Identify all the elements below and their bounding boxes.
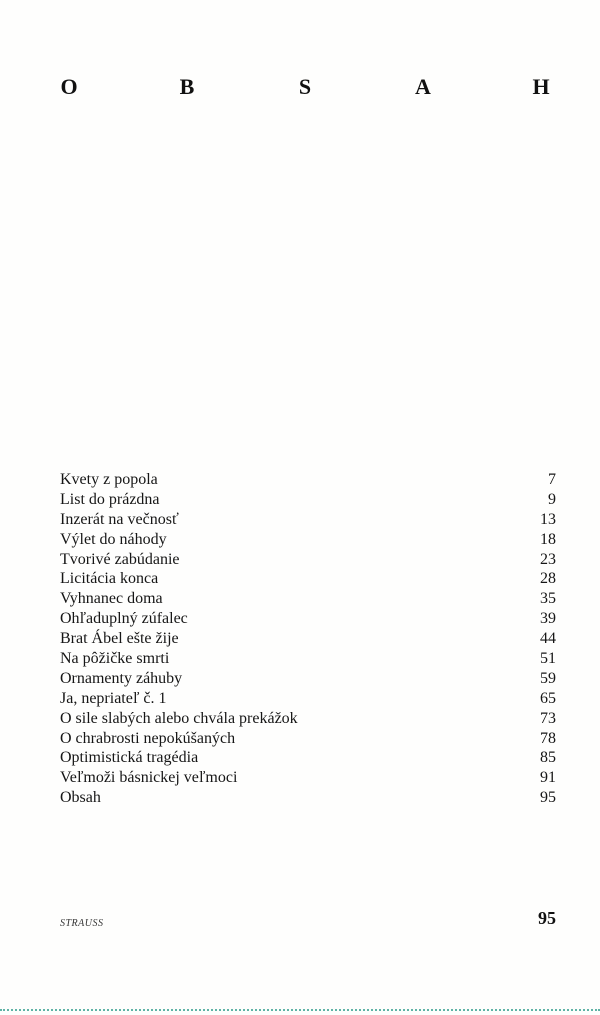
toc-entry-title: Obsah (60, 789, 101, 807)
toc-entry-page: 85 (540, 749, 556, 767)
toc-entry (60, 669, 556, 689)
toc-entry-page: 73 (540, 709, 556, 727)
toc-entry-title: Výlet do náhody (60, 530, 167, 548)
toc-entry-page: 44 (540, 630, 556, 648)
heading-letter: S (298, 74, 312, 99)
toc-entry (60, 589, 556, 609)
toc-entry-title: Optimistická tragédia (60, 749, 199, 767)
toc-entry-title: List do prázdna (60, 490, 160, 508)
heading-letter: B (179, 74, 195, 99)
toc-entry (60, 609, 556, 629)
toc-entry-title: Veľmoži básnickej veľmoci (60, 769, 238, 787)
footer-author: STRAUSS (60, 918, 104, 929)
toc-entry-title: Kvety z popola (60, 471, 158, 488)
toc-entry (60, 768, 556, 788)
toc-entry-page: 39 (540, 610, 556, 628)
toc-entry-page: 7 (548, 471, 556, 488)
toc-entry-page: 78 (540, 729, 556, 747)
heading-letter: O (60, 74, 78, 99)
toc-entry (60, 729, 556, 749)
toc-entry-page: 18 (540, 530, 556, 548)
toc-entry-title: Licitácia konca (60, 570, 159, 588)
toc-entry (60, 788, 556, 808)
toc-entry-title: Ja, nepriateľ č. 1 (60, 689, 167, 707)
toc-entry (60, 689, 556, 709)
toc-entry-page: 51 (540, 650, 556, 668)
toc-entry-page: 65 (540, 689, 556, 707)
toc-entry-title: Vyhnanec doma (60, 590, 163, 608)
toc-entry (60, 490, 556, 510)
toc-entry (60, 530, 556, 550)
toc-entry-title: Ornamenty záhuby (60, 669, 183, 687)
toc-entry-page: 9 (548, 490, 556, 508)
contents-heading (58, 72, 552, 102)
table-of-contents (60, 470, 556, 808)
toc-entry-page: 23 (540, 550, 556, 568)
toc-entry (60, 629, 556, 649)
toc-entry (60, 709, 556, 729)
toc-entry (60, 510, 556, 530)
heading-letter: H (532, 74, 550, 99)
toc-entry-title: O chrabrosti nepokúšaných (60, 729, 236, 747)
toc-entry (60, 550, 556, 570)
toc-entry-title: Inzerát na večnosť (60, 510, 179, 528)
heading-letter: A (415, 74, 431, 99)
toc-entry-page: 95 (540, 789, 556, 807)
toc-entry-title: Ohľaduplný zúfalec (60, 610, 188, 628)
footer-page-number: 95 (538, 908, 556, 928)
toc-entry-title: Na pôžičke smrti (60, 650, 170, 668)
toc-entry-page: 35 (540, 590, 556, 608)
toc-entry (60, 748, 556, 768)
toc-entry-page: 28 (540, 570, 556, 588)
toc-entry-page: 59 (540, 669, 556, 687)
toc-entry (60, 470, 556, 490)
toc-entry (60, 569, 556, 589)
toc-entry-title: O sile slabých alebo chvála prekážok (60, 709, 298, 727)
toc-entry-page: 91 (540, 769, 556, 787)
toc-entry-page: 13 (540, 510, 556, 528)
toc-entry-title: Tvorivé zabúdanie (60, 550, 180, 568)
page-edge-border (0, 1009, 600, 1011)
toc-entry-title: Brat Ábel ešte žije (60, 630, 179, 648)
toc-entry (60, 649, 556, 669)
